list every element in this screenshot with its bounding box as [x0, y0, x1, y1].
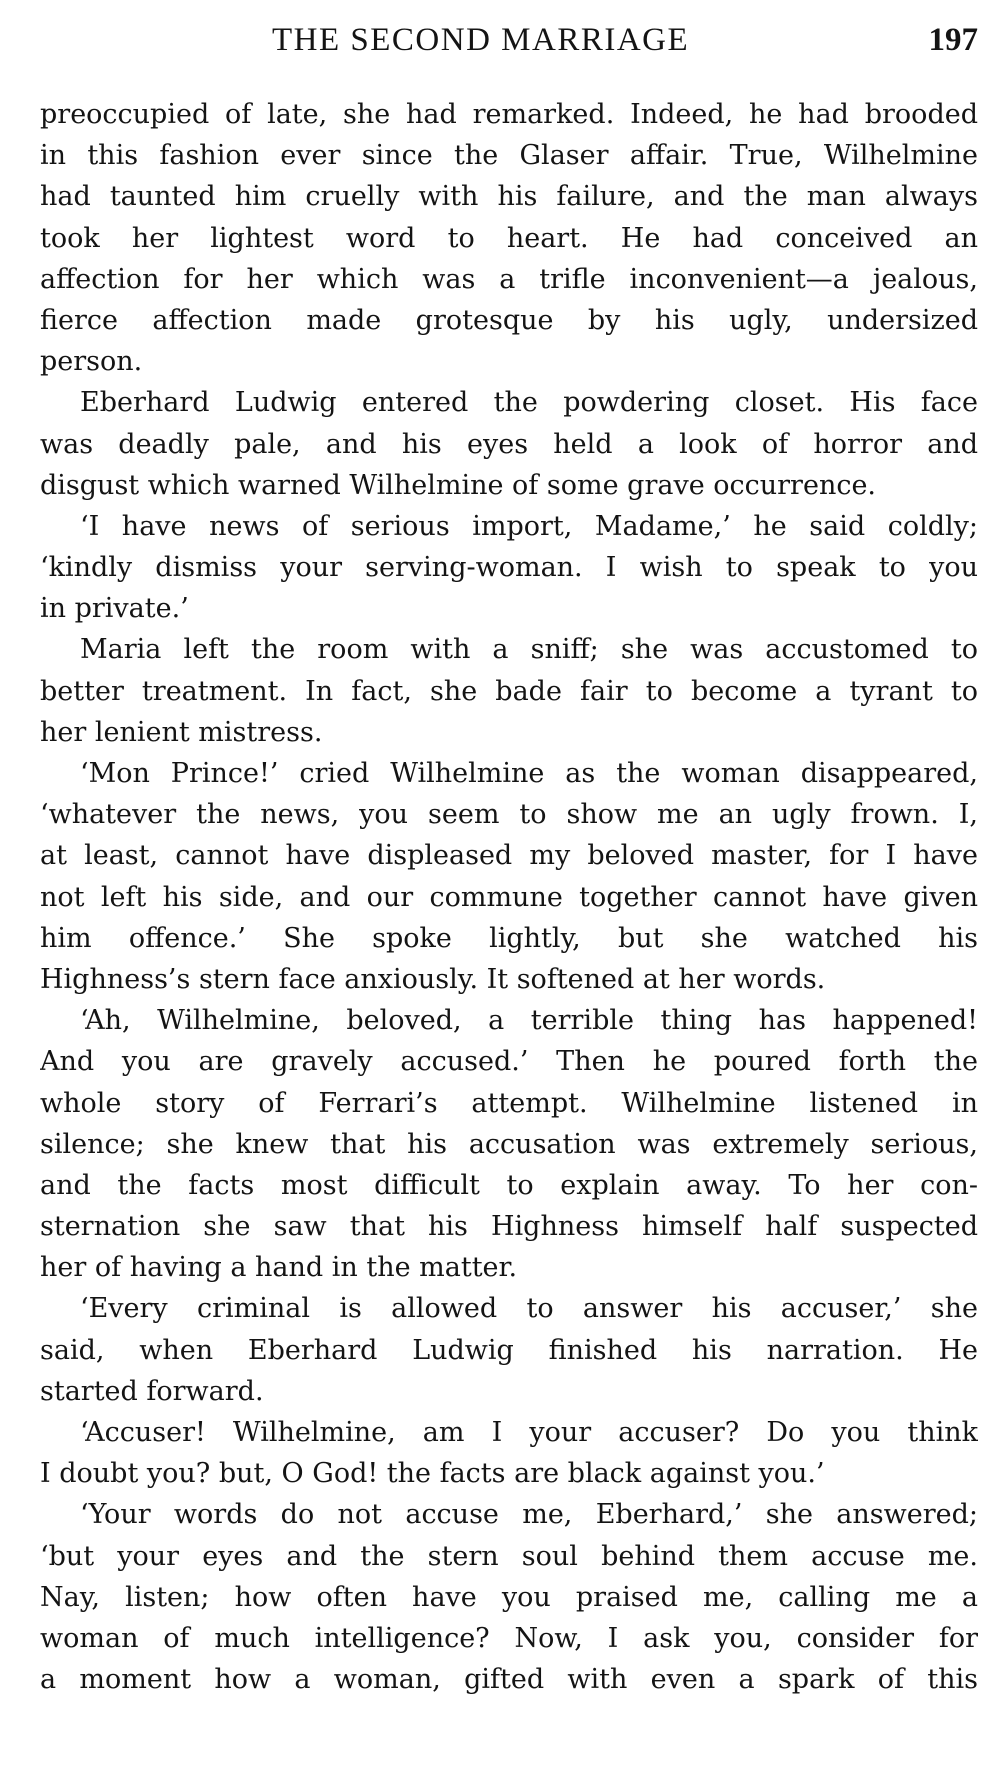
- text-line: in private.’: [40, 593, 189, 625]
- text-line: a moment how a woman, gifted with even a spark of this: [40, 1664, 978, 1696]
- text-line: whole story of Ferrari’s attempt. Wilhelmine listened in: [40, 1087, 978, 1119]
- book-page: [40, 22, 978, 1700]
- text-line: And you are gravely accused.’ Then he poured forth the: [40, 1046, 978, 1078]
- text-line: woman of much intelligence? Now, I ask you, consider for: [40, 1622, 978, 1654]
- text-line: I doubt you? but, O God! the facts are black against you.’: [40, 1458, 825, 1490]
- text-line: sternation she saw that his Highness himself half suspected: [40, 1211, 978, 1243]
- text-line: had taunted him cruelly with his failure, and the man always: [40, 181, 978, 213]
- paragraph: [40, 506, 978, 630]
- paragraph: [40, 1000, 978, 1288]
- paragraph: [40, 753, 978, 1000]
- paragraph: [40, 1412, 978, 1494]
- text-line: Maria left the room with a sniff; she was accustomed to: [80, 634, 978, 666]
- paragraph: [40, 1288, 978, 1412]
- text-line: preoccupied of late, she had remarked. Indeed, he had brooded: [40, 99, 978, 130]
- text-line: ‘Mon Prince!’ cried Wilhelmine as the woman disappeared,: [80, 758, 978, 789]
- paragraph: [40, 94, 978, 382]
- text-line: ‘but your eyes and the stern soul behind them accuse me.: [40, 1540, 978, 1572]
- text-line: silence; she knew that his accusation was extremely serious,: [40, 1128, 978, 1160]
- running-title: THE SECOND MARRIAGE: [272, 22, 690, 58]
- text-line: said, when Eberhard Ludwig finished his narration. He: [40, 1334, 978, 1366]
- text-line: Eberhard Ludwig entered the powdering closet. His face: [80, 387, 978, 419]
- text-line: ‘whatever the news, you seem to show me an ugly frown. I,: [40, 799, 978, 831]
- text-line: better treatment. In fact, she bade fair to become a tyrant to: [40, 675, 978, 707]
- paragraph: [40, 382, 978, 506]
- text-line: ‘Ah, Wilhelmine, beloved, a terrible thing has happened!: [80, 1005, 978, 1037]
- body-text: [40, 94, 978, 1700]
- text-line: at least, cannot have displeased my beloved master, for I have: [40, 840, 978, 872]
- text-line: fierce affection made grotesque by his ugly, undersized: [40, 304, 978, 336]
- text-line: not left his side, and our commune together cannot have given: [40, 881, 978, 913]
- text-line: ‘kindly dismiss your serving-woman. I wish to speak to you: [40, 552, 978, 584]
- page-header: [40, 22, 978, 66]
- text-line: ‘Accuser! Wilhelmine, am I your accuser? Do you think: [80, 1417, 978, 1448]
- text-line: ‘I have news of serious import, Madame,’ he said coldly;: [80, 510, 978, 542]
- text-line: Highness’s stern face anxiously. It softened at her words.: [40, 963, 826, 995]
- page-number: 197: [928, 22, 978, 58]
- text-line: ‘Your words do not accuse me, Eberhard,’ she answered;: [80, 1499, 978, 1531]
- text-line: person.: [40, 346, 143, 378]
- text-line: affection for her which was a trifle inconvenient—a jealous,: [40, 263, 978, 295]
- text-line: Nay, listen; how often have you praised me, calling me a: [40, 1581, 978, 1613]
- paragraph: [40, 629, 978, 753]
- text-line: ‘Every criminal is allowed to answer his accuser,’ she: [80, 1293, 978, 1325]
- text-line: disgust which warned Wilhelmine of some grave occurrence.: [40, 469, 877, 501]
- text-line: her of having a hand in the matter.: [40, 1252, 518, 1284]
- paragraph: [40, 1494, 978, 1700]
- text-line: her lenient mistress.: [40, 716, 323, 748]
- text-line: him offence.’ She spoke lightly, but she watched his: [40, 922, 978, 954]
- text-line: took her lightest word to heart. He had conceived an: [40, 222, 978, 254]
- text-line: started forward.: [40, 1375, 264, 1407]
- text-line: was deadly pale, and his eyes held a look of horror and: [40, 428, 978, 460]
- text-line: in this fashion ever since the Glaser affair. True, Wilhelmine: [40, 140, 978, 172]
- text-line: and the facts most difficult to explain away. To her con-: [40, 1169, 978, 1201]
